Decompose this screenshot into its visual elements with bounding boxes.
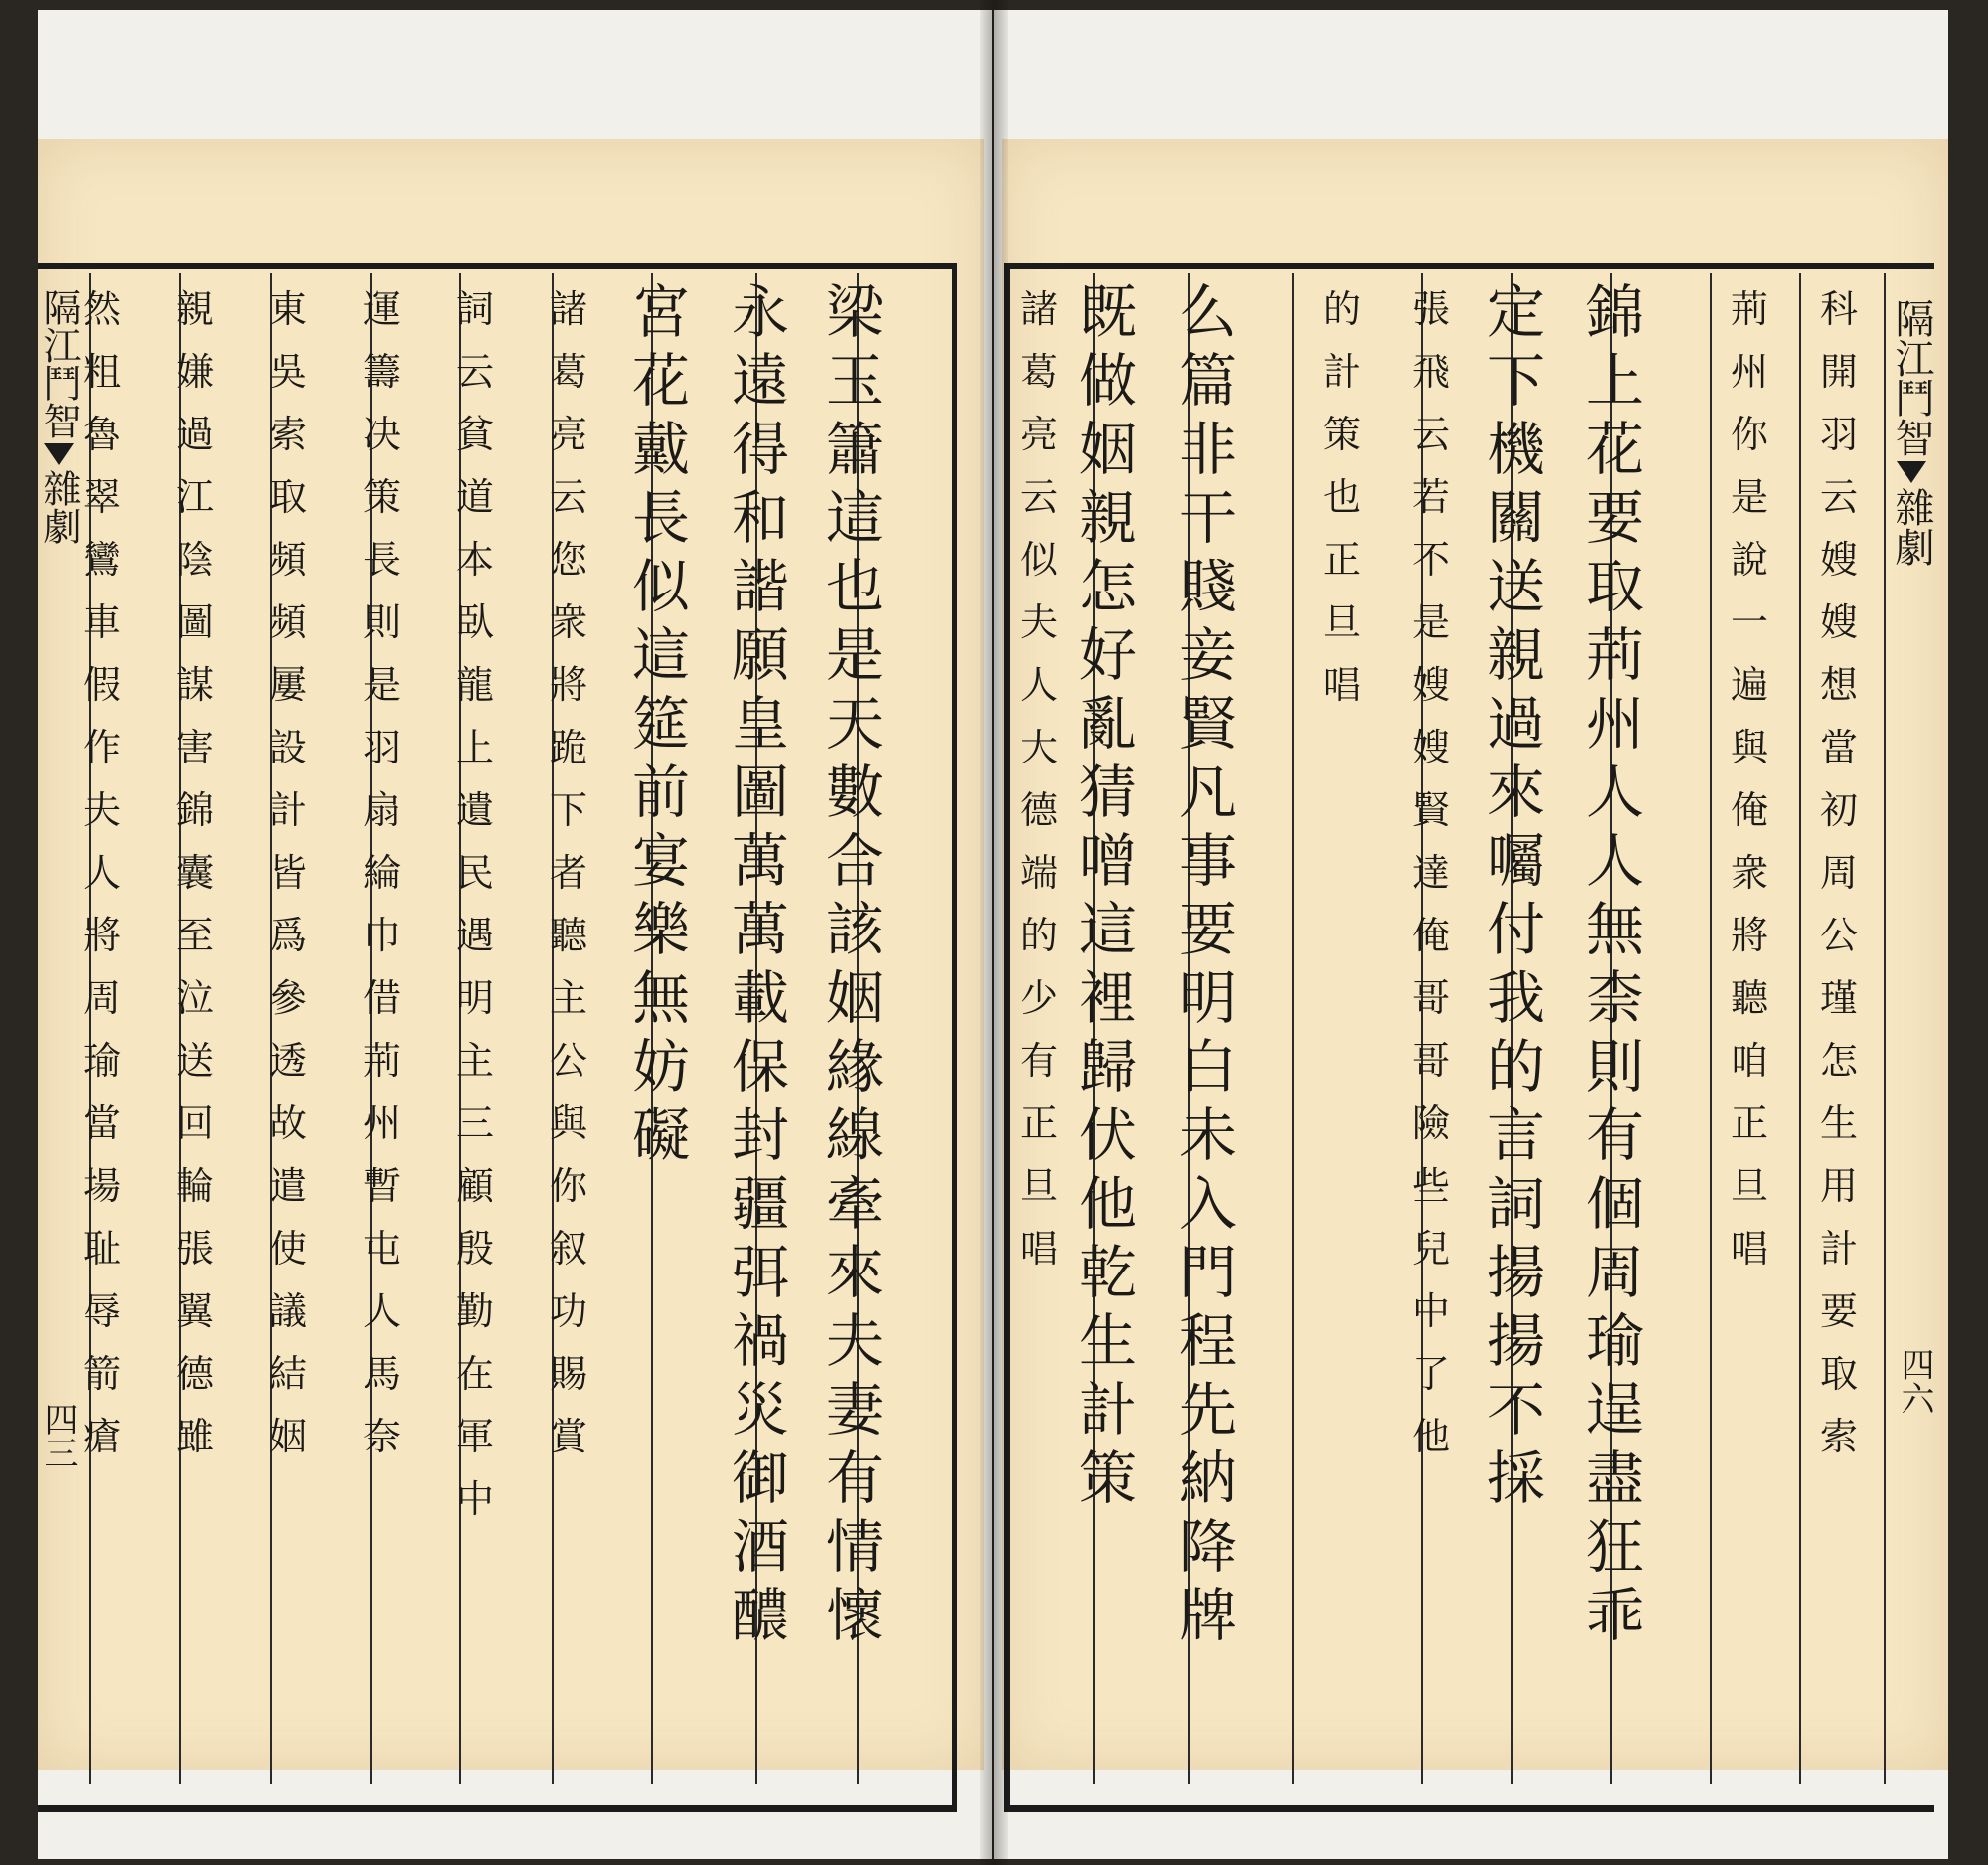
text-column: 么 篇 非 干 賤 妾 賢 凡 事 要 明 白 未 入 門 程 先 納 降 牌 <box>1178 278 1237 1649</box>
left-folio-number: 四三 <box>38 1402 78 1469</box>
book-title: 隔江鬥智 <box>1889 298 1934 457</box>
text-column: 定 下 機 關 送 親 過 來 囑 付 我 的 言 詞 揚 揚 不 採 <box>1486 278 1545 1512</box>
text-column: 科 開 羽 云 嫂 嫂 想 當 初 周 公 瑾 怎 生 用 計 要 取 索 <box>1819 287 1858 1458</box>
column-rule <box>1710 273 1712 1784</box>
section-title: 雜劇 <box>1889 487 1934 567</box>
text-column: 的 計 策 也 正 旦 唱 <box>1322 287 1361 707</box>
text-column: 張 飛 云 若 不 是 嫂 嫂 賢 達 俺 哥 哥 險 些 兒 中 了 他 <box>1411 287 1450 1458</box>
right-margin-label <box>1889 298 1934 567</box>
text-column: 運 籌 决 策 長 則 是 羽 扇 綸 巾 借 荊 州 暫 屯 人 馬 奈 <box>362 287 401 1458</box>
section-title: 雜劇 <box>37 469 81 545</box>
column-rule <box>1799 273 1801 1784</box>
text-column: 既 做 姻 親 怎 好 亂 猜 噌 這 裡 歸 伏 他 乾 生 計 策 <box>1078 278 1137 1512</box>
text-column: 然 粗 魯 翠 鸞 車 假 作 夫 人 將 周 瑜 當 場 耻 辱 箭 瘡 <box>83 287 121 1458</box>
fish-tail-mark <box>1897 461 1926 483</box>
left-margin-label <box>38 288 80 545</box>
text-column: 宮 花 戴 長 似 這 筵 前 宴 樂 無 妨 礙 <box>631 278 690 1169</box>
column-rule <box>1292 273 1294 1784</box>
text-column: 諸 葛 亮 云 您 衆 將 跪 下 者 聽 主 公 與 你 叙 功 賜 賞 <box>549 287 587 1458</box>
text-column: 詞 云 貧 道 本 臥 龍 上 遺 民 遇 明 主 三 顧 殷 勤 在 軍 中 <box>455 287 494 1521</box>
book-gutter <box>980 0 1008 1865</box>
text-column: 親 嫌 過 江 陰 圖 謀 害 錦 囊 至 泣 送 回 輪 張 翼 德 雖 <box>175 287 214 1458</box>
book-title: 隔江鬥智 <box>37 288 81 439</box>
text-column: 諸 葛 亮 云 似 夫 人 大 德 端 的 少 有 正 旦 唱 <box>1019 287 1058 1271</box>
text-column: 荊 州 你 是 說 一 遍 與 俺 衆 將 聽 咱 正 旦 唱 <box>1730 287 1768 1271</box>
text-column: 永 遠 得 和 諧 願 皇 圖 萬 萬 載 保 封 疆 弭 禍 災 御 酒 醲 <box>731 278 789 1649</box>
text-column: 梁 玉 簫 這 也 是 天 數 合 該 姻 緣 線 牽 來 夫 妻 有 情 懷 <box>825 278 884 1649</box>
text-column: 東 吳 索 取 頻 頻 屢 設 計 皆 爲 參 透 故 遣 使 議 結 姻 <box>268 287 307 1458</box>
right-folio-number: 四六 <box>1895 1347 1934 1415</box>
fish-tail-mark <box>44 443 74 465</box>
text-column: 錦 上 花 要 取 荊 州 人 人 無 柰 則 有 個 周 瑜 逞 盡 狂 乖 <box>1585 278 1644 1649</box>
